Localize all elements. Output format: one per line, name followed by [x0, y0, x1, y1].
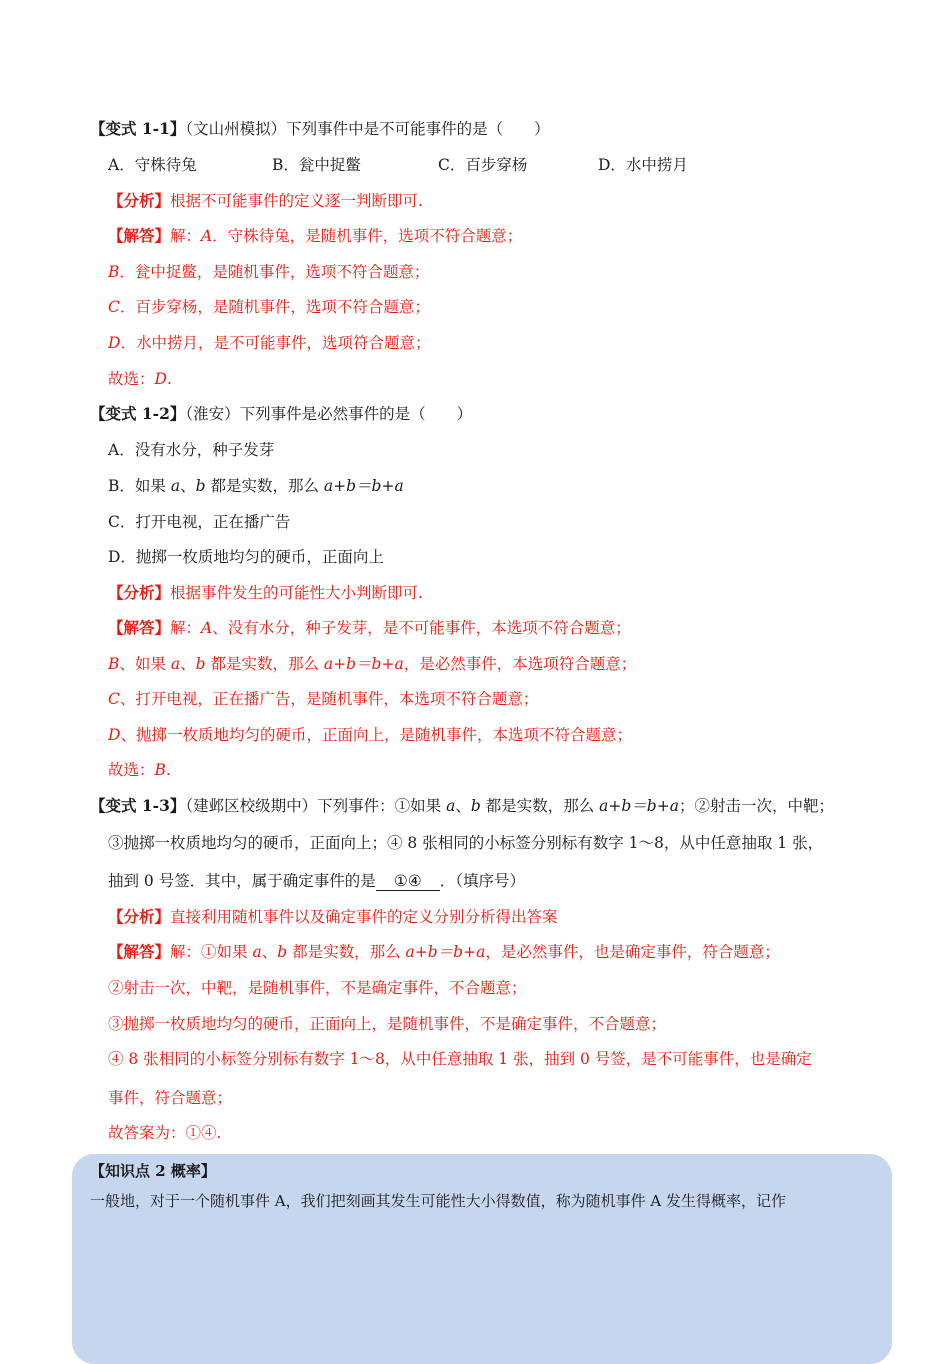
math-a: a	[252, 943, 262, 961]
math-b: b	[470, 797, 481, 815]
v12-answer-label: 【解答】	[108, 618, 171, 637]
math-sep: 、	[261, 943, 278, 961]
v11-choice-end: .	[166, 370, 172, 388]
math-expr: a+b＝b+a	[405, 943, 486, 961]
v12-option-b-mid: 都是实数，那么	[205, 477, 324, 495]
v11-answer-line-b	[108, 262, 429, 282]
v11-letter-c: C	[108, 298, 120, 316]
v11-letter-d: D	[108, 334, 121, 352]
v11-letter-b: B	[108, 263, 120, 281]
v11-option-d: D．水中捞月	[598, 156, 688, 174]
v12-answer-prefix: 解：	[170, 619, 202, 637]
v13-analysis-text: 直接利用随机事件以及确定事件的定义分别分析得出答案	[170, 908, 558, 926]
v13-analysis-label: 【分析】	[108, 907, 171, 926]
v12-answer-line-c	[108, 689, 538, 709]
math-sep: 、	[180, 477, 196, 495]
v12-choice	[108, 760, 171, 780]
v11-answer-prefix: 解：	[170, 227, 202, 245]
v12-option-b	[108, 476, 404, 496]
v11-analysis-label: 【分析】	[108, 191, 171, 210]
v13-a1-mid: 都是实数，那么	[287, 943, 406, 961]
v13-answer-line1	[108, 942, 780, 962]
v12-text-b-end: ，是必然事件，本选项符合题意；	[403, 655, 637, 673]
v11-answer-line-d	[108, 333, 430, 353]
v13-answer-line2: ②射击一次，中靶，是随机事件，不是确定事件，不合题意；	[108, 979, 527, 997]
v11-text-c: ．百步穿杨，是随机事件，选项不符合题意；	[119, 298, 430, 316]
v11-option-b: B．瓮中捉鳖	[272, 156, 361, 174]
v13-answer-line5: 事件，符合题意；	[108, 1089, 233, 1107]
v11-answer-label: 【解答】	[108, 226, 171, 245]
v12-option-b-pre: B．如果	[108, 477, 171, 495]
v13-q1-mid: 都是实数，那么	[480, 797, 600, 815]
math-b: b	[195, 655, 206, 673]
v13-final-answer	[108, 1123, 221, 1143]
v12-answer-line-a	[108, 618, 631, 638]
v13-answer-label: 【解答】	[108, 942, 171, 961]
v13-a1-end: ，是必然事件，也是确定事件，符合题意；	[485, 943, 780, 961]
v13-final-prefix: 故答案为：	[108, 1124, 186, 1142]
knowledge-point-box	[72, 1154, 892, 1364]
v12-text-b-mid: 都是实数，那么	[205, 655, 324, 673]
v12-head: 【变式 1-2】	[90, 404, 186, 423]
v12-text-d: 、抛掷一枚质地均匀的硬币，正面向上，是随机事件，本选项不符合题意；	[120, 726, 632, 744]
v13-final-end: .	[216, 1124, 222, 1142]
v12-question	[90, 404, 472, 424]
v11-analysis-text: 根据不可能事件的定义逐一判断即可.	[170, 192, 423, 210]
v12-letter-a: A	[201, 619, 213, 637]
v13-answer-line4: ④ 8 张相同的小标签分别标有数字 1～8，从中任意抽取 1 张，抽到 0 号签，是不可能事件，也是确定	[108, 1050, 812, 1068]
v11-question	[90, 119, 550, 139]
v12-analysis-label: 【分析】	[108, 583, 171, 602]
v13-question-line2: ③抛掷一枚质地均匀的硬币，正面向上；④ 8 张相同的小标签分别标有数字 1～8，从中任意抽取 1 张，	[108, 834, 824, 852]
v13-q3-end: ．（填序号）	[439, 872, 525, 890]
v11-choice-letter: D	[154, 370, 167, 388]
math-sep: 、	[455, 797, 471, 815]
math-expr: a+b＝b+a	[323, 477, 404, 495]
v11-question-text: （文山州模拟）下列事件中是不可能事件的是（ ）	[185, 120, 550, 138]
v11-option-a: A．守株待兔	[108, 156, 197, 174]
v11-text-a: ．守株待兔，是随机事件，选项不符合题意；	[212, 227, 523, 245]
v12-option-d: D．抛掷一枚质地均匀的硬币，正面向上	[108, 548, 384, 566]
v13-final-value: ①④	[185, 1124, 217, 1142]
v11-choice	[108, 369, 172, 389]
math-sep: 、	[180, 655, 196, 673]
v13-head: 【变式 1-3】	[90, 796, 186, 815]
v11-text-b: ．瓮中捉鳖，是随机事件，选项不符合题意；	[119, 263, 430, 281]
v13-answer-blank: ①④	[376, 872, 440, 891]
v12-option-c: C．打开电视，正在播广告	[108, 513, 291, 531]
v13-a1-pre: 解：①如果	[170, 943, 253, 961]
v12-choice-end: .	[165, 761, 171, 779]
v12-analysis	[108, 583, 423, 603]
v11-option-c: C．百步穿杨	[438, 156, 528, 174]
v11-head: 【变式 1-1】	[90, 119, 186, 138]
v11-analysis	[108, 191, 423, 211]
v13-question-line3	[108, 871, 525, 891]
math-b: b	[195, 477, 206, 495]
v13-q1-pre: （建邺区校级期中）下列事件：①如果	[185, 797, 447, 815]
v12-text-b-pre: 、如果	[119, 655, 171, 673]
v11-text-d: ．水中捞月，是不可能事件，选项符合题意；	[120, 334, 431, 352]
v11-choice-prefix: 故选：	[108, 370, 155, 388]
v11-answer-line-a	[108, 226, 522, 246]
math-expr: a+b＝b+a	[323, 655, 404, 673]
v12-answer-line-d	[108, 725, 632, 745]
v12-answer-line-b	[108, 654, 636, 674]
knowledge-point-text: 一般地，对于一个随机事件 A，我们把刻画其发生可能性大小得数值，称为随机事件 A 发生得概率，记作	[90, 1192, 786, 1210]
v11-letter-a: A	[201, 227, 213, 245]
math-a: a	[446, 797, 456, 815]
v12-letter-b: B	[108, 655, 120, 673]
v12-text-c: 、打开电视，正在播广告，是随机事件，本选项不符合题意；	[119, 690, 539, 708]
v12-letter-c: C	[108, 690, 120, 708]
v12-choice-letter: B	[154, 761, 166, 779]
v13-question-line1	[90, 796, 834, 816]
v13-q1-end: ；②射击一次，中靶；	[678, 797, 834, 815]
knowledge-point-title: 【知识点 2 概率】	[90, 1162, 216, 1180]
v12-option-a: A．没有水分，种子发芽	[108, 441, 275, 459]
v12-text-a: 、没有水分，种子发芽，是不可能事件，本选项不符合题意；	[212, 619, 631, 637]
math-a: a	[170, 477, 181, 495]
math-expr: a+b＝b+a	[599, 797, 679, 815]
v11-answer-line-c	[108, 297, 430, 317]
v12-question-text: （淮安）下列事件是必然事件的是（ ）	[185, 405, 473, 423]
v13-q3-pre: 抽到 0 号签．其中，属于确定事件的是	[108, 872, 376, 890]
v13-analysis	[108, 907, 558, 927]
v12-letter-d: D	[108, 726, 121, 744]
v12-choice-prefix: 故选：	[108, 761, 155, 779]
v12-analysis-text: 根据事件发生的可能性大小判断即可.	[170, 584, 423, 602]
v13-answer-line3: ③抛掷一枚质地均匀的硬币，正面向上，是随机事件，不是确定事件，不合题意；	[108, 1015, 667, 1033]
math-a: a	[170, 655, 181, 673]
math-b: b	[277, 943, 288, 961]
